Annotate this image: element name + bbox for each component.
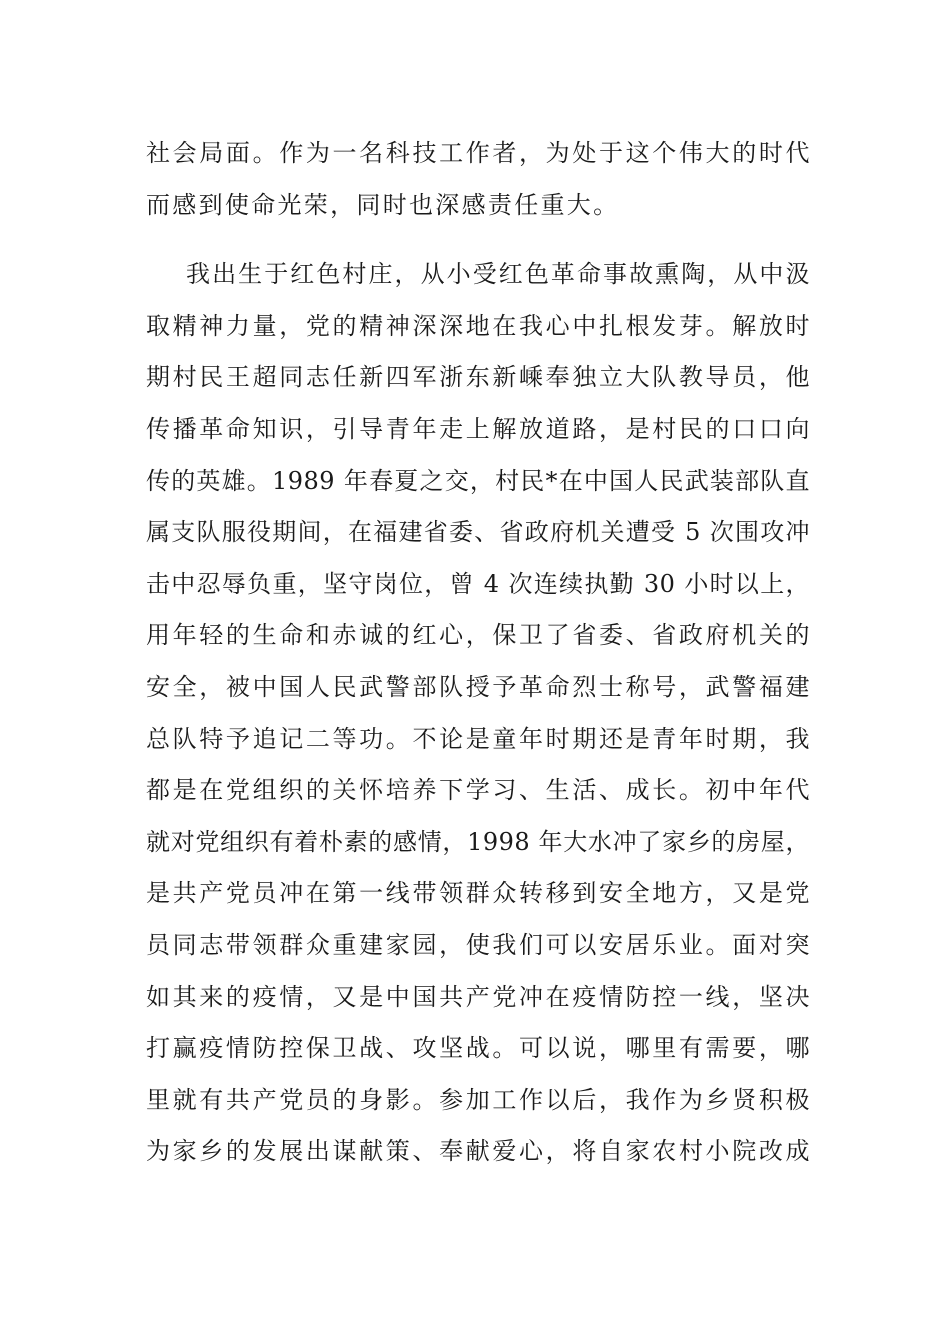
paragraph-1 — [146, 128, 810, 231]
paragraph-2 — [146, 249, 810, 1178]
text-line: 员同志带领群众重建家园，使我们可以安居乐业。面对突 — [146, 930, 810, 959]
text-line: 而感到使命光荣，同时也深感责任重大。 — [146, 190, 620, 219]
text-line: 为家乡的发展出谋献策、奉献爱心，将自家农村小院改成 — [146, 1137, 810, 1166]
text-line: 是共产党员冲在第一线带领群众转移到安全地方，又是党 — [146, 879, 810, 908]
text-line: 安全，被中国人民武警部队授予革命烈士称号，武警福建 — [146, 672, 810, 701]
text-line: 属支队服役期间，在福建省委、省政府机关遭受 5 次围攻冲 — [146, 518, 810, 547]
body-text — [146, 128, 810, 1178]
text-line: 传的英雄。1989 年春夏之交，村民*在中国人民武装部队直 — [146, 466, 810, 495]
text-line: 就对党组织有着朴素的感情，1998 年大水冲了家乡的房屋， — [146, 827, 810, 856]
text-line: 用年轻的生命和赤诚的红心，保卫了省委、省政府机关的 — [146, 621, 810, 650]
paragraph-gap — [146, 231, 810, 249]
text-line: 取精神力量，党的精神深深地在我心中扎根发芽。解放时 — [146, 311, 810, 340]
text-line: 里就有共产党员的身影。参加工作以后，我作为乡贤积极 — [146, 1085, 810, 1114]
text-line: 传播革命知识，引导青年走上解放道路，是村民的口口向 — [146, 414, 810, 443]
text-line: 击中忍辱负重，坚守岗位，曾 4 次连续执勤 30 小时以上， — [146, 569, 810, 598]
text-line: 期村民王超同志任新四军浙东新嵊奉独立大队教导员，他 — [146, 363, 810, 392]
text-line: 如其来的疫情，又是中国共产党冲在疫情防控一线，坚决 — [146, 982, 810, 1011]
text-line: 总队特予追记二等功。不论是童年时期还是青年时期，我 — [146, 724, 810, 753]
text-line: 社会局面。作为一名科技工作者，为处于这个伟大的时代 — [146, 139, 810, 167]
text-line: 我出生于红色村庄，从小受红色革命事故熏陶，从中汲 — [186, 260, 810, 289]
text-line: 都是在党组织的关怀培养下学习、生活、成长。初中年代 — [146, 776, 810, 805]
text-line: 打赢疫情防控保卫战、攻坚战。可以说，哪里有需要，哪 — [146, 1034, 810, 1063]
